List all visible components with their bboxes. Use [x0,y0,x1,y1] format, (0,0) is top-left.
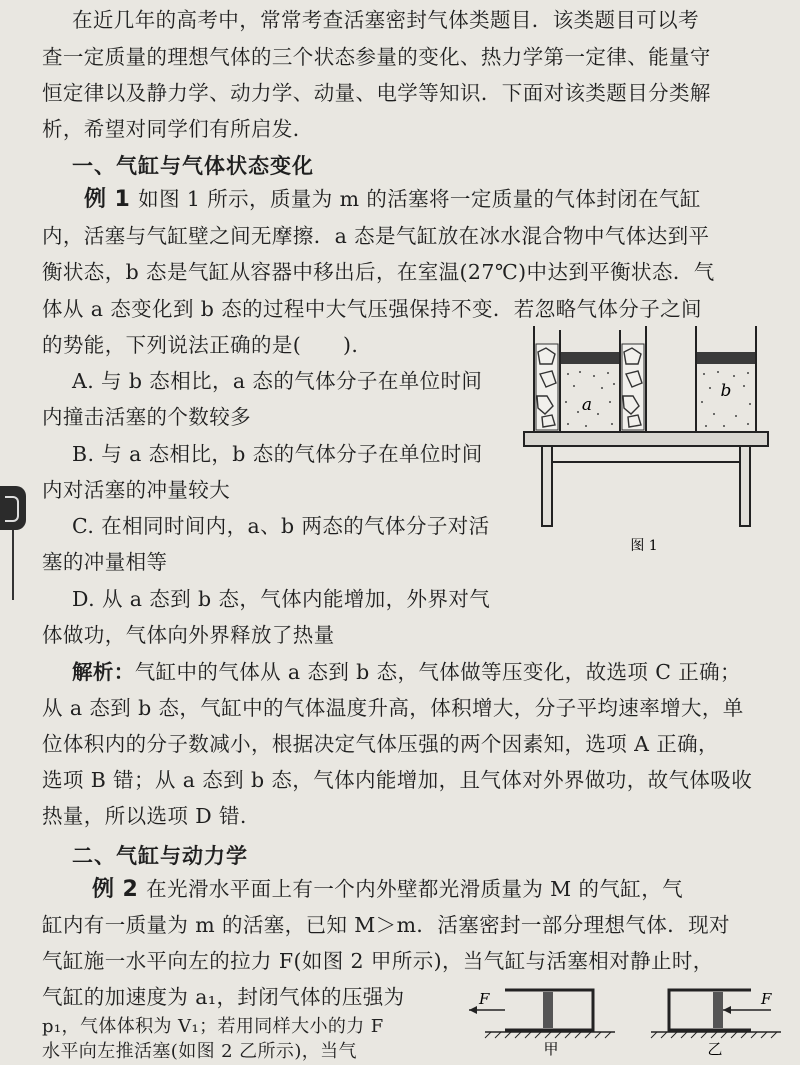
force-label-jia: F [479,990,490,1008]
example2-text: 气缸的加速度为 a₁，封闭气体的压强为 [42,985,405,1009]
piston-b [697,352,755,364]
example2-text: 在光滑水平面上有一个内外壁都光滑质量为 M 的气缸，气 [146,877,683,901]
example2-text: 缸内有一质量为 m 的活塞，已知 M＞m．活塞密封一部分理想气体．现对 [42,913,730,937]
figure-2 [465,986,795,1062]
sub-label-yi: 乙 [707,1040,723,1058]
option-b: B. 与 a 态相比，b 态的气体分子在单位时间 [72,442,483,466]
figure-1 [520,322,780,557]
intro-line: 在近几年的高考中，常常考查活塞密封气体类题目．该类题目可以考 [72,8,699,32]
section-heading-1: 一、气缸与气体状态变化 [72,154,314,178]
figure-2-left [469,990,615,1058]
beaker-a [534,326,646,432]
option-c-cont: 塞的冲量相等 [42,550,168,574]
label-b: b [720,381,732,401]
example2-text: 水平向左推活塞(如图 2 乙所示)，当气 [42,1041,357,1062]
label-a: a [581,395,593,415]
page-edge-tab [0,486,26,530]
analysis-text: 位体积内的分子数减小，根据决定气体压强的两个因素知，选项 A 正确， [42,732,719,756]
piston-yi [713,992,723,1028]
example1-text: 如图 1 所示，质量为 m 的活塞将一定质量的气体封闭在气缸 [138,187,701,211]
sub-label-jia: 甲 [543,1040,559,1058]
example1-first-line [84,186,701,213]
analysis-text: 热量，所以选项 D 错. [42,804,247,828]
analysis-text: 选项 B 错；从 a 态到 b 态，气体内能增加，且气体对外界做功，故气体吸收 [42,768,753,792]
option-b-cont: 内对活塞的冲量较大 [42,478,231,502]
piston-a [561,352,619,364]
figure-2-right [651,990,781,1058]
cylinder-b [696,326,756,432]
example-label: 例 1 [84,187,131,212]
analysis-label: 解析： [72,660,135,684]
figure-1-caption: 图 1 [630,538,658,554]
intro-line: 恒定律以及静力学、动力学、动量、电学等知识．下面对该类题目分类解 [42,81,711,105]
example2-first-line [92,876,683,903]
example2-text: p₁，气体体积为 V₁；若用同样大小的力 F [42,1016,384,1037]
example1-text: 的势能，下列说法正确的是( ). [42,333,359,357]
page-edge-line [12,530,14,600]
option-a-cont: 内撞击活塞的个数较多 [42,405,251,429]
intro-line: 析，希望对同学们有所启发． [42,117,314,141]
analysis-text: 气缸中的气体从 a 态到 b 态，气体做等压变化，故选项 C 正确； [134,660,741,684]
example1-text: 内，活塞与气缸壁之间无摩擦．a 态是气缸放在冰水混合物中气体达到平 [42,224,710,248]
example-label: 例 2 [92,877,139,902]
analysis-first-line [72,659,741,685]
option-d: D. 从 a 态到 b 态，气体内能增加，外界对气 [72,587,491,611]
example1-text: 体从 a 态变化到 b 态的过程中大气压强保持不变．若忽略气体分子之间 [42,297,702,321]
example2-text: 气缸施一水平向左的拉力 F(如图 2 甲所示)，当气缸与活塞相对静止时， [42,949,714,973]
table [524,432,768,526]
example1-text: 衡状态，b 态是气缸从容器中移出后，在室温(27℃)中达到平衡状态．气 [42,260,715,284]
intro-line: 查一定质量的理想气体的三个状态参量的变化、热力学第一定律、能量守 [42,45,711,69]
option-d-cont: 体做功，气体向外界释放了热量 [42,623,335,647]
piston-jia [543,992,553,1028]
option-c: C. 在相同时间内，a、b 两态的气体分子对活 [72,514,490,538]
analysis-text: 从 a 态到 b 态，气缸中的气体温度升高，体积增大，分子平均速率增大，单 [42,696,744,720]
page-edge-tab-icon [5,496,19,522]
section-heading-2: 二、气缸与动力学 [72,844,248,868]
option-a: A. 与 b 态相比，a 态的气体分子在单位时间 [72,369,483,393]
force-label-yi: F [761,990,772,1008]
